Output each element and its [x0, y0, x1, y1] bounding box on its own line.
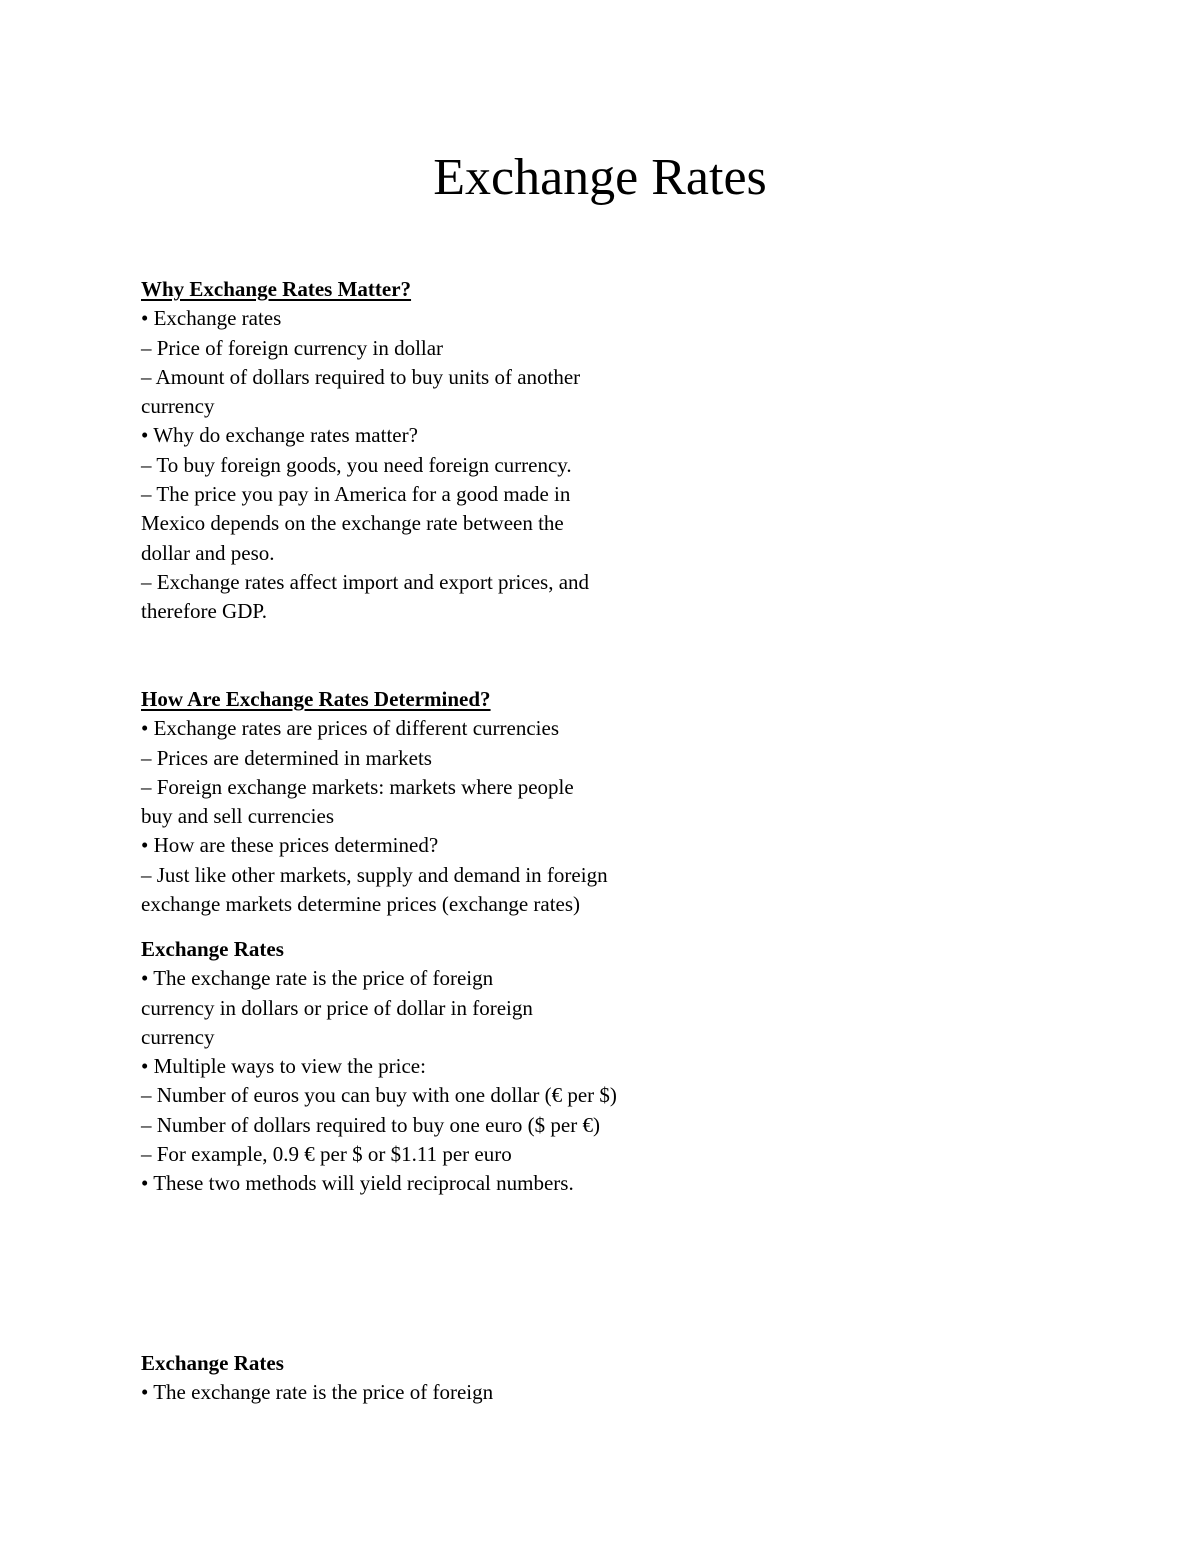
- text-line: • The exchange rate is the price of foreign: [141, 966, 494, 991]
- section-how-exchange-rates-determined: [141, 685, 701, 919]
- text-line: buy and sell currencies: [141, 804, 335, 829]
- text-line: dollar and peso.: [141, 540, 275, 565]
- text-line: exchange markets determine prices (exchange rates): [141, 892, 581, 917]
- section-heading: How Are Exchange Rates Determined?: [141, 687, 491, 711]
- text-line: • The exchange rate is the price of foreign: [141, 1380, 494, 1405]
- text-line: – Prices are determined in markets: [141, 745, 432, 770]
- text-line: • These two methods will yield reciprocal numbers.: [141, 1171, 574, 1196]
- text-line: – The price you pay in America for a good made in: [141, 482, 571, 507]
- text-line: – Number of euros you can buy with one dollar (€ per $): [141, 1083, 617, 1108]
- text-line: therefore GDP.: [141, 599, 267, 624]
- text-line: • Why do exchange rates matter?: [141, 423, 418, 448]
- text-line: • How are these prices determined?: [141, 833, 439, 858]
- section-exchange-rates-repeat: [141, 1349, 701, 1408]
- text-line: – Price of foreign currency in dollar: [141, 335, 444, 360]
- text-line: Mexico depends on the exchange rate between the: [141, 511, 564, 536]
- section-heading: Exchange Rates: [141, 1351, 284, 1375]
- text-line: – Foreign exchange markets: markets where people: [141, 774, 574, 799]
- text-line: • Exchange rates: [141, 306, 282, 331]
- section-exchange-rates: [141, 935, 701, 1199]
- text-line: • Exchange rates are prices of different currencies: [141, 716, 559, 741]
- text-line: currency in dollars or price of dollar in foreign: [141, 995, 533, 1020]
- text-line: – Just like other markets, supply and demand in foreign: [141, 862, 608, 887]
- text-line: – Exchange rates affect import and export prices, and: [141, 569, 590, 594]
- text-line: – For example, 0.9 € per $ or $1.11 per euro: [141, 1142, 512, 1167]
- text-line: currency: [141, 394, 215, 419]
- section-why-exchange-rates-matter: [141, 275, 701, 627]
- text-line: – Amount of dollars required to buy units of another: [141, 364, 581, 389]
- section-heading: Why Exchange Rates Matter?: [141, 277, 412, 301]
- section-heading: Exchange Rates: [141, 937, 284, 961]
- text-line: currency: [141, 1024, 215, 1049]
- document-title: Exchange Rates: [433, 149, 767, 206]
- text-line: – Number of dollars required to buy one euro ($ per €): [141, 1112, 600, 1137]
- text-line: • Multiple ways to view the price:: [141, 1054, 426, 1079]
- text-line: – To buy foreign goods, you need foreign currency.: [141, 452, 572, 477]
